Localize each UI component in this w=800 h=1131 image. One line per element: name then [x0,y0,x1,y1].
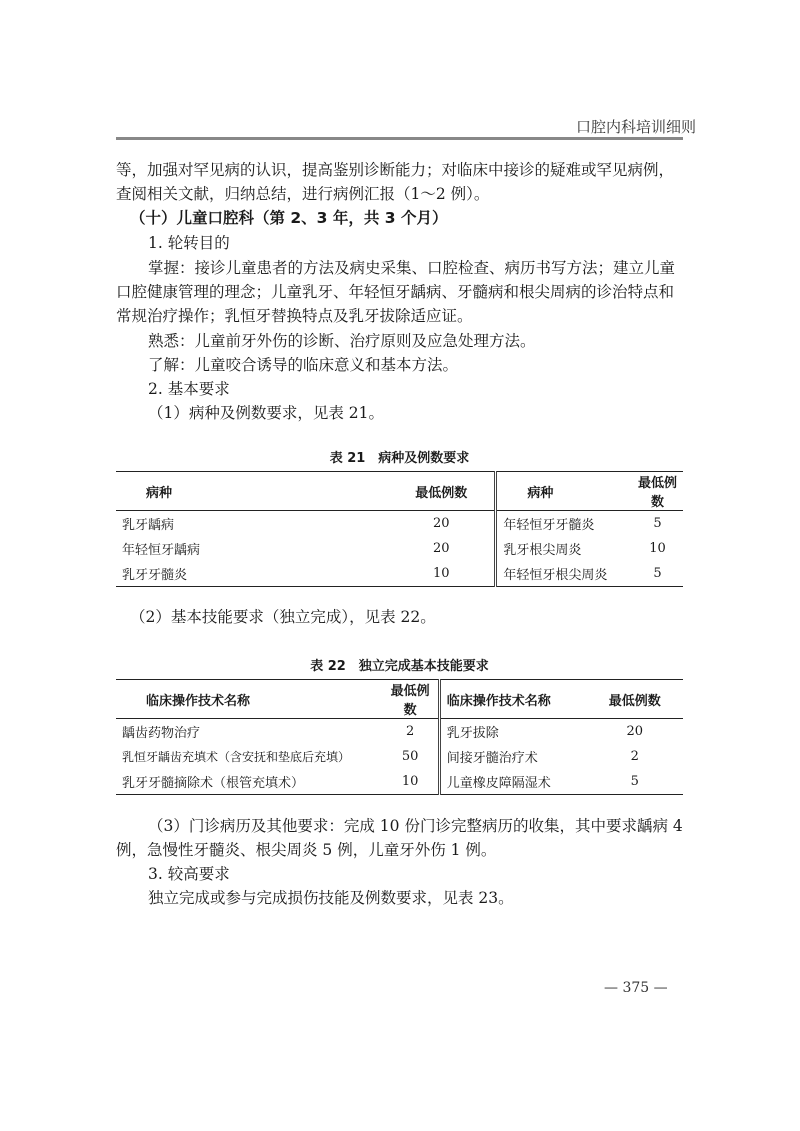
table-cell: 20 [432,516,450,531]
body-line: 常规治疗操作；乳恒牙替换特点及乳牙拔除适应证。 [116,307,473,325]
table-row [116,536,683,561]
column-header: 最低例数 [632,472,683,511]
body-line: 口腔健康管理的理念；儿童乳牙、年轻恒牙龋病、牙髓病和根尖周病的诊治特点和 [116,283,675,301]
body-line: （2）基本技能要求（独立完成），见表 22。 [130,608,436,626]
subheading: 2. 基本要求 [148,380,230,398]
table-cell: 乳牙拔除 [439,719,586,745]
subheading: 3. 较高要求 [148,865,230,883]
table-cell: 2 [405,724,415,739]
header-rule [116,137,683,140]
table-header-row [116,472,683,511]
body-line: 熟悉：儿童前牙外伤的诊断、治疗原则及应急处理方法。 [148,332,536,350]
column-header: 最低例数 [587,680,683,719]
table-row [116,511,683,537]
table-row [116,769,683,795]
table-row [116,744,683,769]
running-header-title: 口腔内科培训细则 [575,118,696,136]
page-number: — 375 — [604,980,668,996]
table-cell: 乳牙牙髓摘除术（根管充填术） [122,776,305,791]
body-line: （3）门诊病历及其他要求：完成 10 份门诊完整病历的收集，其中要求龋病 4 [148,817,683,835]
table-cell: 20 [432,541,450,556]
body-line: 查阅相关文献，归纳总结，进行病例汇报（1～2 例）。 [116,185,490,203]
table-21 [116,471,683,587]
body-line: 等，加强对罕见病的认识，提高鉴别诊断能力；对临床中接诊的疑难或罕见病例， [116,161,675,179]
table-cell: 儿童橡皮障隔湿术 [439,769,586,795]
subheading: 1. 轮转目的 [148,234,230,252]
table-cell: 乳牙龋病 [122,518,175,533]
column-header: 临床操作技术名称 [439,680,586,719]
table-cell: 10 [432,566,450,581]
table-cell: 乳牙根尖周炎 [496,536,632,561]
table-cell: 10 [649,541,666,556]
column-header: 最低例数 [383,680,440,719]
table-cell: 乳恒牙龋齿充填术（含安抚和垫底后充填） [122,750,351,764]
table-cell: 5 [653,516,662,531]
section-heading: （十）儿童口腔科（第 2、3 年，共 3 个月） [130,209,448,227]
table-cell: 年轻恒牙龋病 [122,543,201,558]
body-line: 例，急慢性牙髓炎、根尖周炎 5 例，儿童牙外伤 1 例。 [116,841,497,859]
table-cell: 龋齿药物治疗 [122,726,201,741]
table-cell: 5 [630,774,639,789]
table-21-caption: 表 21 病种及例数要求 [329,451,470,466]
body-line: 掌握：接诊儿童患者的方法及病史采集、口腔检查、病历书写方法；建立儿童 [148,259,676,277]
table-header-row [116,680,683,719]
table-row [116,719,683,745]
body-line: 独立完成或参与完成损伤技能及例数要求，见表 23。 [148,889,514,907]
table-cell: 年轻恒牙根尖周炎 [496,561,632,587]
column-header: 病种 [116,472,388,511]
column-header: 最低例数 [388,472,496,511]
table-cell: 10 [401,774,419,789]
table-cell: 20 [626,724,644,739]
body-line: （1）病种及例数要求，见表 21。 [148,404,385,422]
table-cell: 乳牙牙髓炎 [122,568,188,583]
table-22-caption: 表 22 独立完成基本技能要求 [310,659,489,674]
column-header: 病种 [496,472,632,511]
table-cell: 间接牙髓治疗术 [439,744,586,769]
table-cell: 2 [630,749,639,764]
column-header: 临床操作技术名称 [116,680,383,719]
table-row [116,561,683,587]
table-22 [116,679,683,795]
table-cell: 50 [401,749,419,764]
table-cell: 5 [653,566,662,581]
table-cell: 年轻恒牙牙髓炎 [496,511,632,537]
body-line: 了解：儿童咬合诱导的临床意义和基本方法。 [148,356,459,374]
